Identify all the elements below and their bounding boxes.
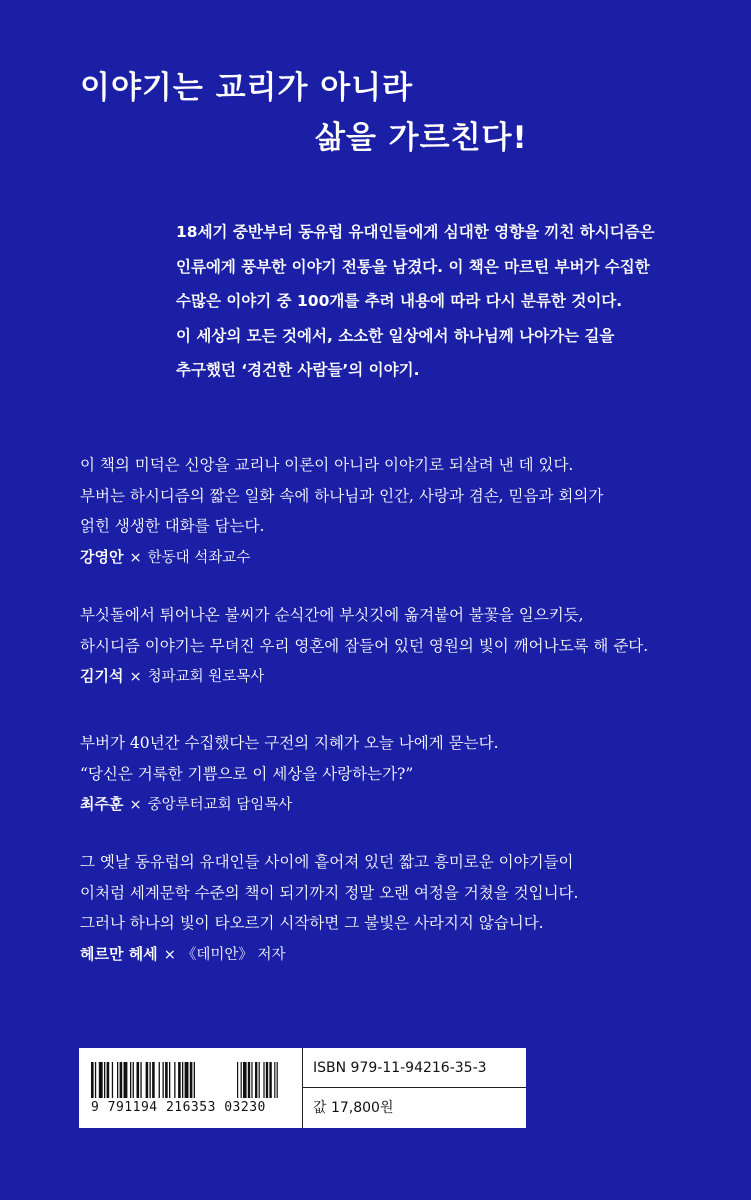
endorsement-choi — [80, 728, 730, 818]
endorsement-kang — [80, 450, 730, 571]
citation-separator: × — [129, 669, 142, 685]
barcode-bar — [95, 1062, 96, 1098]
barcode-bar — [259, 1062, 260, 1098]
intro-line: 인류에게 풍부한 이야기 전통을 남겼다. 이 책은 마르틴 부버가 수집한 — [176, 257, 650, 276]
price-label: 값 17,800원 — [313, 1100, 394, 1116]
citation-separator: × — [129, 797, 142, 813]
barcode-bar — [104, 1062, 105, 1098]
barcode-bar — [274, 1062, 275, 1098]
citation-separator: × — [129, 549, 142, 566]
barcode-bar — [124, 1062, 128, 1098]
quote-citation — [80, 663, 730, 690]
headline-line-2: 삶을 가르친다! — [315, 120, 528, 156]
barcode-bar — [178, 1062, 181, 1098]
barcode-bar — [182, 1062, 183, 1098]
barcode-bar — [112, 1062, 113, 1098]
barcode-bar — [185, 1062, 189, 1098]
barcode-bar — [237, 1062, 238, 1098]
quote-line: 부싯돌에서 튀어나온 불씨가 순식간에 부싯깃에 옮겨붙어 불꽃을 일으키듯, — [80, 606, 584, 624]
barcode-panel — [79, 1048, 526, 1128]
barcode-bar — [99, 1062, 103, 1098]
endorser-name: 강영안 — [80, 547, 124, 566]
barcode-bar — [159, 1062, 160, 1098]
endorsement-hesse — [80, 847, 730, 968]
quote-line: 하시디즘 이야기는 무뎌진 우리 영혼에 잠들어 있던 영원의 빛이 깨어나도록 해 준다. — [80, 636, 649, 655]
barcode-digits: 9 791194 216353 03230 — [91, 1100, 266, 1115]
barcode-bar — [251, 1062, 252, 1098]
barcode-bar — [194, 1062, 195, 1098]
barcode-bar — [277, 1062, 278, 1098]
intro-line: 추구했던 ‘경건한 사람들’의 이야기. — [176, 361, 420, 379]
intro-line: 18세기 중반부터 동유럽 유대인들에게 심대한 영향을 끼친 하시디즘은 — [176, 223, 655, 241]
barcode-bar — [152, 1062, 155, 1098]
quote-line: 얽힌 생생한 대화를 담는다. — [80, 517, 265, 535]
barcode-bar — [91, 1062, 94, 1098]
quote-line: “당신은 거룩한 기쁨으로 이 세상을 사랑하는가?” — [80, 764, 414, 783]
barcode-bar — [169, 1062, 170, 1098]
barcode-bar — [243, 1062, 247, 1098]
intro-paragraph — [176, 215, 716, 388]
barcode-bar — [146, 1062, 149, 1098]
barcode-bar — [107, 1062, 110, 1098]
citation-separator: × — [163, 946, 176, 963]
intro-line: 수많은 이야기 중 100개를 추려 내용에 따라 다시 분류한 것이다. — [176, 292, 623, 310]
endorser-name: 헤르만 헤세 — [80, 944, 158, 963]
intro-line: 이 세상의 모든 것에서, 소소한 일상에서 하나님께 나아가는 길을 — [176, 326, 615, 345]
endorser-title: 중앙루터교회 담임목사 — [147, 797, 293, 813]
quote-line: 그 옛날 동유럽의 유대인들 사이에 흩어져 있던 짧고 흥미로운 이야기들이 — [80, 853, 574, 871]
barcode-bar — [137, 1062, 140, 1098]
quote-line: 이 책의 미덕은 신앙을 교리나 이론이 아니라 이야기로 되살려 낸 데 있다. — [80, 456, 574, 474]
barcode-bar — [133, 1062, 134, 1098]
endorser-name: 김기석 — [80, 667, 124, 685]
quote-citation — [80, 791, 730, 818]
quote-line: 부버는 하시디즘의 짧은 일화 속에 하나님과 인간, 사랑과 겸손, 믿음과 회의가 — [80, 486, 604, 505]
isbn-label: ISBN 979-11-94216-35-3 — [303, 1048, 526, 1088]
barcode-bar — [190, 1062, 193, 1098]
barcode-bar — [263, 1062, 264, 1098]
barcode-bar — [248, 1062, 250, 1098]
endorser-title: 한동대 석좌교수 — [147, 549, 251, 566]
barcode-bar — [241, 1062, 242, 1098]
barcode-bar — [130, 1062, 131, 1098]
barcode-bar — [117, 1062, 118, 1098]
endorsement-kim — [80, 600, 730, 690]
headline-line-1: 이야기는 교리가 아니라 — [80, 70, 414, 106]
quote-citation — [80, 941, 730, 968]
barcode-bar — [140, 1062, 141, 1098]
quote-citation — [80, 544, 730, 571]
quote-line: 이처럼 세계문학 수준의 책이 되기까지 정말 오랜 여정을 거쳤을 것입니다. — [80, 883, 579, 902]
barcode-bar — [163, 1062, 164, 1098]
barcode-bar — [266, 1062, 268, 1098]
endorser-name: 최주훈 — [80, 795, 124, 813]
quote-line: 부버가 40년간 수집했다는 구전의 지혜가 오늘 나에게 묻는다. — [80, 734, 499, 752]
endorser-title: 청파교회 원로목사 — [147, 669, 265, 685]
barcode-bar — [269, 1062, 271, 1098]
barcode-bar — [174, 1062, 175, 1098]
barcode-bar — [165, 1062, 168, 1098]
endorser-title: 《데미안》 저자 — [181, 946, 286, 963]
barcode-graphic — [91, 1062, 287, 1098]
barcode-bar — [255, 1062, 257, 1098]
barcode-bar — [120, 1062, 123, 1098]
quote-line: 그러나 하나의 빛이 타오르기 시작하면 그 불빛은 사라지지 않습니다. — [80, 914, 544, 932]
barcode-bar — [150, 1062, 151, 1098]
